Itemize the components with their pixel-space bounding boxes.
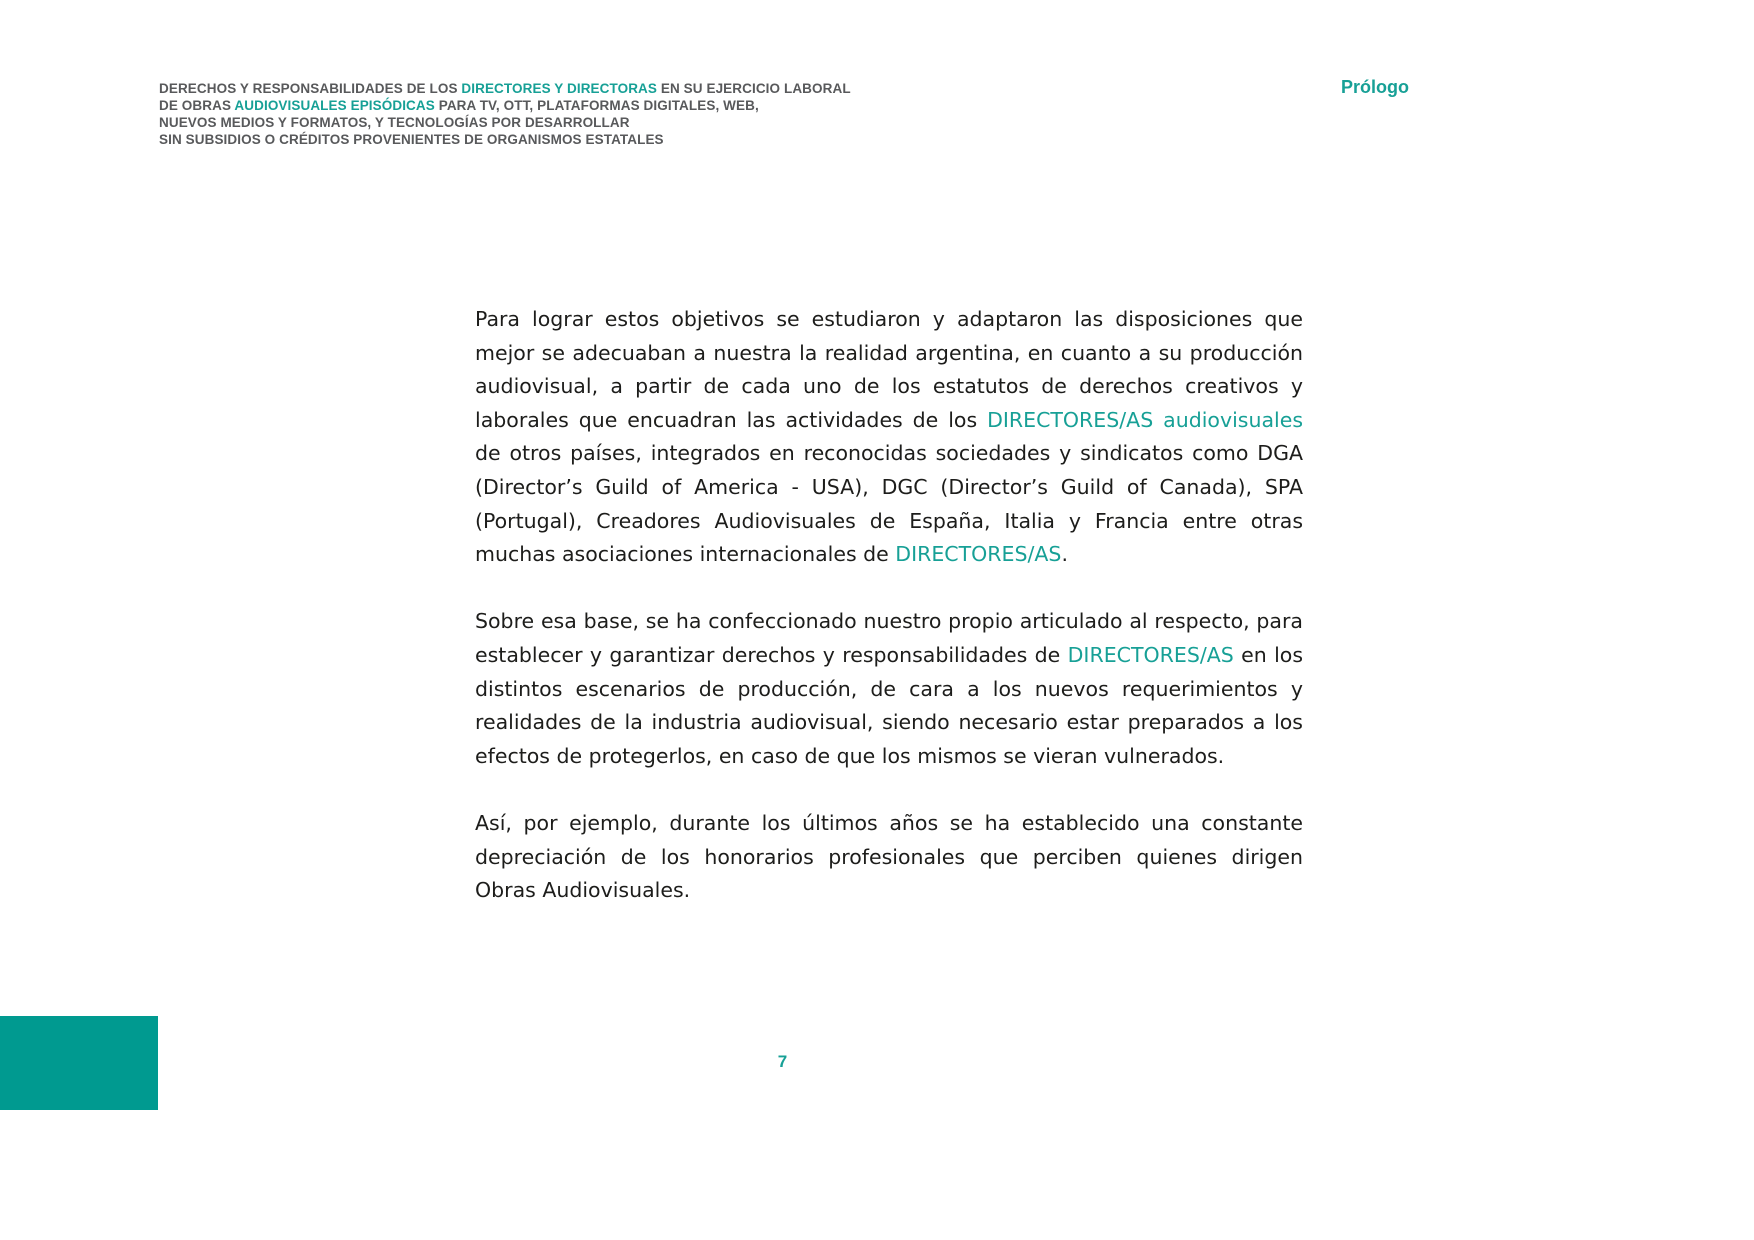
header-line-2 [159, 97, 919, 114]
header-text: EN SU EJERCICIO LABORAL [657, 81, 851, 96]
paragraph-text: . [1061, 542, 1068, 567]
header-text: PARA TV, OTT, PLATAFORMAS DIGITALES, WEB, [434, 98, 759, 113]
header-text: DERECHOS Y RESPONSABILIDADES DE LOS [159, 81, 462, 96]
document-header [159, 80, 919, 148]
paragraph-3: Así, por ejemplo, durante los últimos años se ha establecido una constante depreciación de los honorarios profesionales que perciben quienes dirigen Obras Audiovisuales. [475, 810, 1303, 903]
paragraph-text: en los distintos escenarios de producción, de cara a los nuevos requerimientos y realidades de la industria audiovisual, siendo necesario estar preparados a los efectos de protegerlos, en caso de que los mismos se vieran vulnerados. [475, 642, 1303, 768]
header-text: DE OBRAS [159, 98, 235, 113]
highlighted-term: DIRECTORES/AS [895, 542, 1062, 567]
highlighted-term: DIRECTORES/AS audiovisuales [987, 407, 1303, 432]
paragraph-text: Sobre esa base, se ha confeccionado nuestro propio articulado al respecto, para establecer y garantizar derechos y responsabilidades de [475, 609, 1303, 667]
header-line-3: NUEVOS MEDIOS Y FORMATOS, Y TECNOLOGÍAS POR DESARROLLAR [159, 115, 630, 130]
page-number: 7 [777, 1052, 788, 1071]
header-highlight: DIRECTORES Y DIRECTORAS [461, 81, 657, 96]
paragraph-1 [475, 303, 1303, 572]
header-line-1 [159, 80, 919, 97]
paragraph-text: de otros países, integrados en reconocidas sociedades y sindicatos como DGA (Director’s Guild of America - USA), DGC (Director’s Guild of Canada), SPA (Portugal), Creadores Audiovisuales de España, Italia y Francia entre otras muchas asociaciones internacionales de [475, 441, 1303, 567]
paragraph-text: Para lograr estos objetivos se estudiaron y adaptaron las disposiciones que mejor se adecuaban a nuestra la realidad argentina, en cuanto a su producción audiovisual, a partir de cada uno de los estatutos de derechos creativos y laborales que encuadran las actividades de los [475, 307, 1303, 432]
section-title: Prólogo [1341, 77, 1409, 97]
body-content [475, 303, 1303, 941]
header-line-4: SIN SUBSIDIOS O CRÉDITOS PROVENIENTES DE ORGANISMOS ESTATALES [159, 132, 664, 147]
header-highlight: AUDIOVISUALES EPISÓDICAS [234, 98, 435, 113]
paragraph-2 [475, 605, 1303, 773]
highlighted-term: DIRECTORES/AS [1067, 642, 1234, 667]
